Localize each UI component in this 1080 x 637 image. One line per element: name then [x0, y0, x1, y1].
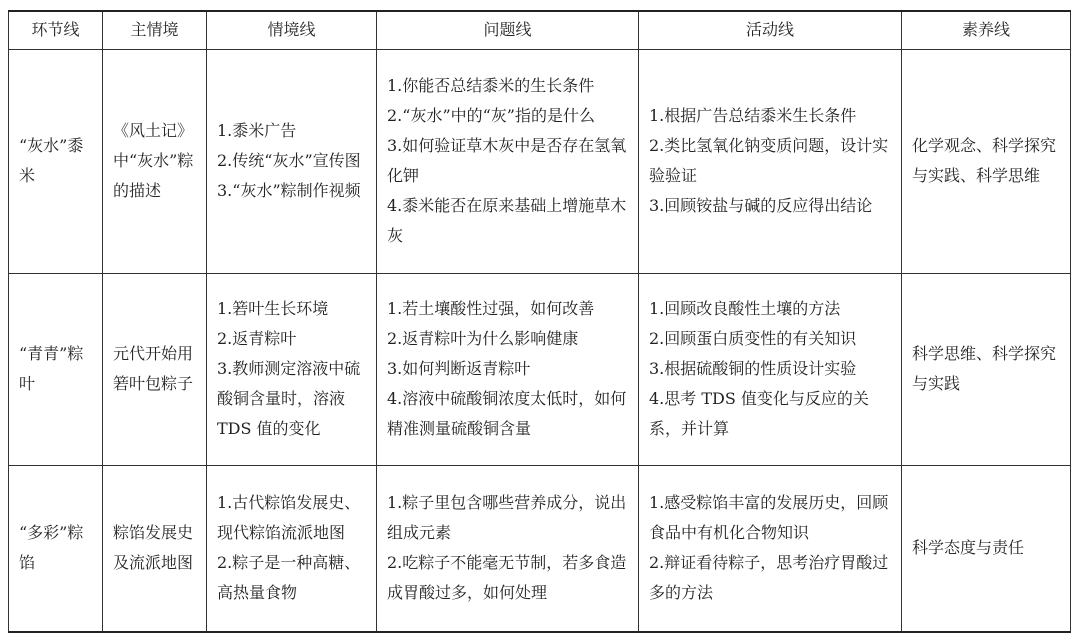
question-item: 4.溶液中硫酸铜浓度太低时，如何精准测量硫酸铜含量: [387, 389, 627, 438]
activity-cell: [639, 465, 902, 632]
activity-item: 1.感受粽馅丰富的发展历史，回顾食品中有机化合物知识: [649, 493, 889, 543]
activity-cell: [639, 273, 902, 465]
activity-item: 2.回顾蛋白质变性的有关知识: [649, 329, 857, 348]
question-item: 2.“灰水”中的“灰”指的是什么: [387, 106, 595, 125]
activity-item: 3.回顾铵盐与碱的反应得出结论: [649, 196, 873, 215]
literacy-cell: 化学观念、科学探究与实践、科学思维: [902, 49, 1071, 273]
header-row: [9, 11, 1071, 49]
activity-item: 2.辩证看待粽子，思考治疗胃酸过多的方法: [649, 553, 889, 603]
stage-cell: “灰水”黍米: [9, 49, 103, 273]
context-item: 1.古代粽馅发展史、现代粽馅流派地图: [217, 493, 361, 543]
context-item: 1.箬叶生长环境: [217, 299, 329, 318]
question-item: 3.如何验证草木灰中是否存在氢氧化钾: [387, 136, 627, 185]
question-item: 2.吃粽子不能毫无节制，若多食造成胃酸过多，如何处理: [387, 553, 627, 603]
stage-cell: “青青”粽叶: [9, 273, 103, 465]
table-row: [9, 273, 1071, 465]
context-item: 3.教师测定溶液中硫酸铜含量时，溶液 TDS 值的变化: [217, 359, 361, 438]
context-item: 2.粽子是一种高糖、高热量食物: [217, 553, 361, 603]
main-context-cell: 元代开始用箬叶包粽子: [103, 273, 207, 465]
table-row: [9, 49, 1071, 273]
question-item: 2.返青粽叶为什么影响健康: [387, 329, 579, 348]
context-item: 3.“灰水”粽制作视频: [217, 181, 361, 200]
activity-item: 4.思考 TDS 值变化与反应的关系，并计算: [649, 389, 869, 438]
activity-item: 1.根据广告总结黍米生长条件: [649, 106, 857, 125]
activity-item: 3.根据硫酸铜的性质设计实验: [649, 359, 857, 378]
literacy-cell: 科学思维、科学探究与实践: [902, 273, 1071, 465]
context-item: 1.黍米广告: [217, 121, 297, 140]
question-cell: [377, 273, 639, 465]
activity-cell: [639, 49, 902, 273]
header-activity-line: 活动线: [639, 11, 902, 49]
context-cell: [207, 49, 377, 273]
question-item: 1.你能否总结黍米的生长条件: [387, 76, 595, 95]
header-question-line: 问题线: [377, 11, 639, 49]
main-context-cell: 粽馅发展史及流派地图: [103, 465, 207, 632]
activity-item: 1.回顾改良酸性土壤的方法: [649, 299, 841, 318]
question-cell: [377, 49, 639, 273]
curriculum-table: [8, 10, 1071, 633]
table-row: [9, 465, 1071, 632]
header-context-line: 情境线: [207, 11, 377, 49]
context-cell: [207, 273, 377, 465]
context-cell: [207, 465, 377, 632]
question-item: 1.粽子里包含哪些营养成分，说出组成元素: [387, 493, 627, 543]
question-item: 3.如何判断返青粽叶: [387, 359, 531, 378]
question-cell: [377, 465, 639, 632]
context-item: 2.返青粽叶: [217, 329, 297, 348]
literacy-cell: 科学态度与责任: [902, 465, 1071, 632]
header-stage: 环节线: [9, 11, 103, 49]
header-main-context: 主情境: [103, 11, 207, 49]
main-context-cell: 《风土记》中“灰水”粽的描述: [103, 49, 207, 273]
stage-cell: “多彩”粽馅: [9, 465, 103, 632]
header-literacy-line: 素养线: [902, 11, 1071, 49]
question-item: 1.若土壤酸性过强，如何改善: [387, 299, 595, 318]
context-item: 2.传统“灰水”宣传图: [217, 151, 361, 170]
activity-item: 2.类比氢氧化钠变质问题，设计实验验证: [649, 136, 889, 185]
question-item: 4.黍米能否在原来基础上增施草木灰: [387, 196, 627, 245]
